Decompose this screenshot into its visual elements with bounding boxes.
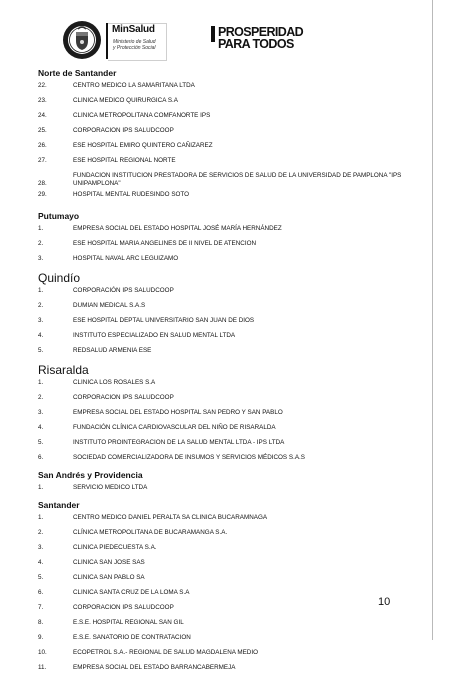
item-text: EMPRESA SOCIAL DEL ESTADO HOSPITAL JOSÉ MARÍA HERNÁNDEZ — [73, 225, 282, 232]
item-text: CENTRO MEDICO LA SAMARITANA LTDA — [73, 82, 195, 89]
prosperidad-logo-line1: PROSPERIDAD — [218, 25, 304, 39]
section — [38, 363, 430, 462]
item-text: HOSPITAL MENTAL RUDESINDO SOTO — [73, 191, 190, 198]
list-item — [38, 514, 430, 522]
section — [38, 211, 430, 263]
section — [38, 470, 430, 492]
document-body — [38, 68, 430, 679]
section-title: San Andrés y Providencia — [38, 470, 143, 480]
list-item — [38, 439, 430, 447]
list-item — [38, 619, 430, 627]
list-item — [38, 157, 430, 165]
item-number: 28. — [38, 180, 47, 187]
item-number: 4. — [38, 559, 44, 566]
item-text: CLINICA SANTA CRUZ DE LA LOMA S.A — [73, 589, 190, 596]
item-text: INSTITUTO PROINTEGRACION DE LA SALUD MENTAL LTDA - IPS LTDA — [73, 439, 285, 446]
item-number: 4. — [38, 424, 44, 431]
item-text: CENTRO MEDICO DANIEL PERALTA SA CLINICA BUCARAMNAGA — [73, 514, 268, 521]
item-number: 8. — [38, 619, 44, 626]
list-item — [38, 544, 430, 552]
item-text: HOSPITAL NAVAL ARC LEGUIZAMO — [73, 255, 179, 262]
item-text: CORPORACION IPS SALUDCOOP — [73, 127, 174, 134]
list-item — [38, 82, 430, 90]
item-number: 3. — [38, 317, 44, 324]
minsalud-logo-line: Ministerio de Salud — [113, 39, 156, 45]
item-number: 11. — [38, 664, 47, 671]
item-number: 1. — [38, 225, 44, 232]
list-item — [38, 604, 430, 612]
item-number: 2. — [38, 529, 44, 536]
item-text: CLINICA SAN JOSE SAS — [73, 559, 145, 566]
list-item — [38, 379, 430, 387]
item-text: SOCIEDAD COMERCIALIZADORA DE INSUMOS Y SERVICIOS MÉDICOS S.A.S — [73, 454, 305, 461]
item-number: 29. — [38, 191, 47, 198]
list-item — [38, 649, 430, 657]
item-text: INSTITUTO ESPECIALIZADO EN SALUD MENTAL LTDA — [73, 332, 236, 339]
list-item — [38, 454, 430, 462]
section — [38, 271, 430, 355]
item-number: 3. — [38, 409, 44, 416]
list-item — [38, 287, 430, 295]
section — [38, 500, 430, 672]
list-item — [38, 529, 430, 537]
list-item — [38, 127, 430, 135]
item-text: EMPRESA SOCIAL DEL ESTADO HOSPITAL SAN PEDRO Y SAN PABLO — [73, 409, 283, 416]
item-number: 27. — [38, 157, 47, 164]
list-item — [38, 559, 430, 567]
item-number: 5. — [38, 574, 44, 581]
section-title: Quindío — [38, 271, 81, 285]
item-text: REDSALUD ARMENIA ESE — [73, 347, 152, 354]
list-item — [38, 172, 430, 188]
item-text: EMPRESA SOCIAL DEL ESTADO BARRANCABERMEJA — [73, 664, 236, 671]
minsalud-logo-title: MinSalud — [112, 24, 155, 35]
item-number: 3. — [38, 544, 44, 551]
colombia-coat-of-arms-seal — [62, 20, 102, 60]
item-text: ESE HOSPITAL REGIONAL NORTE — [73, 157, 176, 164]
list-item — [38, 424, 430, 432]
item-text: FUNDACION INSTITUCION PRESTADORA DE SERVICIOS DE SALUD DE LA UNIVERSIDAD DE PAMPLONA "IPS UNIPAMPLONA" — [73, 172, 402, 187]
item-text: CORPORACION IPS SALUDCOOP — [73, 604, 174, 611]
item-text: CLÍNICA METROPOLITANA DE BUCARAMANGA S.A. — [73, 529, 228, 536]
list-item — [38, 589, 430, 597]
section — [38, 68, 430, 199]
institution-list — [38, 379, 430, 462]
item-number: 6. — [38, 589, 44, 596]
item-text: E.S.E. SANATORIO DE CONTRATACION — [73, 634, 191, 641]
right-margin-rule — [432, 0, 433, 640]
list-item — [38, 302, 430, 310]
item-number: 2. — [38, 240, 44, 247]
item-text: CLINICA MEDICO QUIRURGICA S.A — [73, 97, 178, 104]
list-item — [38, 240, 430, 248]
minsalud-logo-line: y Protección Social — [113, 45, 156, 51]
item-number: 1. — [38, 379, 44, 386]
list-item — [38, 225, 430, 233]
prosperidad-logo-line2: PARA TODOS — [218, 37, 294, 51]
item-text: CORPORACION IPS SALUDCOOP — [73, 394, 174, 401]
item-number: 25. — [38, 127, 47, 134]
item-number: 5. — [38, 347, 44, 354]
item-number: 2. — [38, 302, 44, 309]
list-item — [38, 112, 430, 120]
list-item — [38, 255, 430, 263]
list-item — [38, 347, 430, 355]
item-text: SERVICIO MEDICO LTDA — [73, 484, 148, 491]
list-item — [38, 394, 430, 402]
item-text: ECOPETROL S.A.- REGIONAL DE SALUD MAGDALENA MEDIO — [73, 649, 258, 656]
item-number: 6. — [38, 454, 44, 461]
item-number: 9. — [38, 634, 44, 641]
prosperidad-logo-bar — [211, 26, 215, 42]
page-number: 10 — [378, 596, 391, 608]
section-title: Santander — [38, 500, 80, 510]
item-number: 3. — [38, 255, 44, 262]
list-item — [38, 332, 430, 340]
item-text: E.S.E. HOSPITAL REGIONAL SAN GIL — [73, 619, 184, 626]
item-number: 1. — [38, 484, 44, 491]
item-text: FUNDACIÓN CLÍNICA CARDIOVASCULAR DEL NIÑO DE RISARALDA — [73, 424, 276, 431]
item-number: 26. — [38, 142, 47, 149]
list-item — [38, 97, 430, 105]
list-item — [38, 634, 430, 642]
institution-list — [38, 225, 430, 263]
item-number: 1. — [38, 514, 44, 521]
item-text: ESE HOSPITAL EMIRO QUINTERO CAÑIZAREZ — [73, 142, 213, 149]
list-item — [38, 409, 430, 417]
institution-list — [38, 82, 430, 199]
list-item — [38, 191, 430, 199]
list-item — [38, 142, 430, 150]
item-text: ESE HOSPITAL DEPTAL UNIVERSITARIO SAN JUAN DE DIOS — [73, 317, 255, 324]
item-text: CLINICA METROPOLITANA COMFANORTE IPS — [73, 112, 211, 119]
item-text: DUMIAN MEDICAL S.A.S — [73, 302, 146, 309]
list-item — [38, 317, 430, 325]
list-item — [38, 664, 430, 672]
institution-list — [38, 514, 430, 672]
item-text: CORPORACIÓN IPS SALUDCOOP — [73, 287, 174, 294]
item-number: 1. — [38, 287, 44, 294]
list-item — [38, 574, 430, 582]
institution-list — [38, 287, 430, 355]
item-number: 10. — [38, 649, 47, 656]
institution-list — [38, 484, 430, 492]
item-text: ESE HOSPITAL MARIA ANGELINES DE II NIVEL DE ATENCION — [73, 240, 257, 247]
section-title: Risaralda — [38, 363, 89, 377]
item-number: 7. — [38, 604, 44, 611]
item-text: CLINICA SAN PABLO SA — [73, 574, 145, 581]
item-number: 4. — [38, 332, 44, 339]
item-number: 23. — [38, 97, 47, 104]
item-number: 24. — [38, 112, 47, 119]
item-number: 5. — [38, 439, 44, 446]
section-title: Norte de Santander — [38, 68, 117, 78]
page-header — [62, 20, 422, 70]
item-number: 22. — [38, 82, 47, 89]
item-text: CLINICA LOS ROSALES S.A — [73, 379, 156, 386]
section-title: Putumayo — [38, 211, 80, 221]
list-item — [38, 484, 430, 492]
item-number: 2. — [38, 394, 44, 401]
item-text: CLINICA PIEDECUESTA S.A. — [73, 544, 157, 551]
